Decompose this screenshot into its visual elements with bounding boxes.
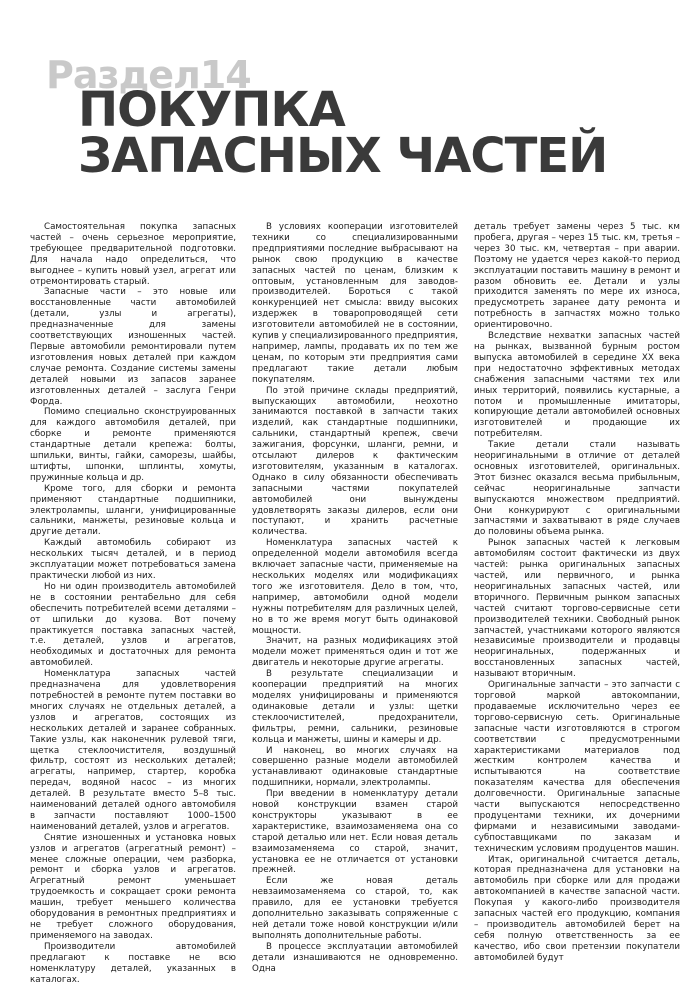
paragraph: Такие детали стали называть неоригинальными в отличие от деталей основных изготовителей, оригинальных. Этот бизнес оказался весьма прибыльным, сейчас неоригинальные запчасти выпускаются множеством предприятий. Они конкурируют с оригинальными запчастями и захватывают в ряде случаев до половины объема рынка. bbox=[474, 440, 680, 538]
paragraph: Кроме того, для сборки и ремонта применяют стандартные подшипники, электролампы, шланги, унифицированные сальники, манжеты, резиновые кольца и другие детали. bbox=[30, 483, 236, 538]
paragraph: Оригинальные запчасти – это запчасти с торговой маркой автокомпании, продаваемые исключительно через ее торгово-сервисную сеть. Оригинальные запасные части изготовляются в строгом соответствии с предусмотренными характеристиками материалов под жестким контролем качества и испытываются на соответствие показателям качества для обеспечения долговечности. Оригинальные запасные части выпускаются непосредственно продуцентами техники, их дочерними фирмами и независимыми заводами-субпоставщиками по заказам и техническим условиям продуцентов машин. bbox=[474, 680, 680, 854]
paragraph: Вследствие нехватки запасных частей на рынках, вызванной бурным ростом выпуска автомобилей в середине XX века при недостаточно эффективных методах снабжения запасными частями тех или иных территорий, появились кустарные, а потом и промышленные имитаторы, копирующие детали автомобилей основных изготовителей и продающие их потребителям. bbox=[474, 331, 680, 440]
paragraph: Рынок запасных частей к легковым автомобилям состоит фактически из двух частей: рынка оригинальных запасных частей, или первичного, и рынка неоригинальных запасных частей, или вторичного. Первичным рынком запасных частей считают торгово-сервисные сети производителей техники. Свободный рынок запчастей, участниками которого являются независимые производители и продавцы неоригинальных, подержанных и восстановленных запасных частей, называют вторичным. bbox=[474, 538, 680, 680]
section-label: Раздел14 bbox=[46, 53, 251, 97]
title-line-2: ЗАПАСНЫХ ЧАСТЕЙ bbox=[78, 128, 608, 184]
paragraph: Значит, на разных модификациях этой модели может применяться один и тот же двигатель и некоторые другие агрегаты. bbox=[252, 636, 458, 669]
paragraph: Но ни один производитель автомобилей не в состоянии рентабельно для себя обеспечить потребителей всеми деталями – от шпильки до кузова. Вот почему практикуется поставка запасных частей, т.е. деталей, узлов и агрегатов, необходимых и достаточных для ремонта автомобилей. bbox=[30, 581, 236, 669]
paragraph: Запасные части – это новые или восстановленные части автомобилей (детали, узлы и агрегаты), предназначенные для замены соответствующих изношенных частей. Первые автомобили ремонтировали путем изготовления новых деталей при каждом случае ремонта. Создание системы замены деталей новыми из запасов заранее изготовленных деталей – заслуга Генри Форда. bbox=[30, 287, 236, 407]
paragraph: При введении в номенклатуру детали новой конструкции взамен старой конструкторы указывают в ее характеристике, взаимозаменяема она со старой деталью или нет. Если новая деталь взаимозаменяема со старой, значит, установка ее не отличается от установки прежней. bbox=[252, 789, 458, 876]
text-columns bbox=[30, 222, 680, 985]
paragraph: деталь требует замены через 5 тыс. км пробега, другая – через 15 тыс. км, третья – через 30 тыс. км, четвертая – при аварии. Поэтому не удается через какой-то период эксплуатации поставить машину в ремонт и разом обновить ее. Детали и узлы приходится заменять по мере их износа, предусмотреть заранее дату ремонта и потребность в запчастях можно только ориентировочно. bbox=[474, 222, 680, 331]
title-line-1: ПОКУПКА bbox=[78, 82, 345, 138]
paragraph: Номенклатура запасных частей к определенной модели автомобиля всегда включает запасные части, применяемые на нескольких моделях или модификациях того же изготовителя. Дело в том, что, например, автомобили одной модели нужны потребителям для различных целей, но в то же время могут быть одинаковой мощности. bbox=[252, 538, 458, 636]
paragraph: В условиях кооперации изготовителей техники со специализированными предприятиями последние выбрасывают на рынок свою продукцию в качестве запасных частей по ценам, близким к оптовым, установленным для заводов-производителей. Бороться с такой конкуренцией нет смысла: ввиду высоких издержек в товаропроводящей сети изготовители автомобилей не в состоянии, купив у специализированного предприятия, например, лампы, продавать их по тем же ценам, по которым эти предприятия сами предлагают такие детали любым покупателям. bbox=[252, 222, 458, 385]
page-title bbox=[78, 82, 608, 184]
paragraph: Производители автомобилей предлагают к поставке не всю номенклатуру деталей, указанных в каталогах. bbox=[30, 941, 236, 985]
paragraph: В процессе эксплуатации автомобилей детали изнашиваются не одновременно. Одна bbox=[252, 941, 458, 974]
column-1 bbox=[30, 222, 236, 985]
paragraph: Номенклатура запасных частей предназначена для удовлетворения потребностей в ремонте путем поставки во многих случаях не отдельных деталей, а узлов и агрегатов, состоящих из нескольких деталей и заранее собранных. Такие узлы, как наконечник рулевой тяги, щетка стеклоочистителя, воздушный фильтр, состоят из нескольких деталей; агрегаты, например, стартер, коробка передач, водяной насос – из многих деталей. В результате вместо 5–8 тыс. наименований деталей одного автомобиля в запчасти поставляют 1000–1500 наименований деталей, узлов и агрегатов. bbox=[30, 669, 236, 832]
paragraph: Самостоятельная покупка запасных частей – очень серьезное мероприятие, требующее предварительной подготовки. Для начала надо определиться, что выгоднее – купить новый узел, агрегат или отремонтировать старый. bbox=[30, 222, 236, 287]
paragraph: Помимо специально сконструированных для каждого автомобиля деталей, при сборке и ремонте применяются стандартные детали крепежа: болты, шпильки, винты, гайки, саморезы, шайбы, штифты, шпонки, шплинты, хомуты, пружинные кольца и др. bbox=[30, 407, 236, 483]
paragraph: Если же новая деталь невзаимозаменяема со старой, то, как правило, для ее установки требуется дополнительно заказывать сопряженные с ней детали тоже новой конструкции и/или выполнять дополнительные работы. bbox=[252, 876, 458, 941]
paragraph: По этой причине склады предприятий, выпускающих автомобили, неохотно занимаются поставкой в запчасти таких изделий, как стандартные подшипники, сальники, стандартный крепеж, свечи зажигания, форсунки, шланги, ремни, и отсылают дилеров к фактическим изготовителям, указанным в каталогах. Однако в силу обязанности обеспечивать запасными частями покупателей автомобилей они вынуждены удовлетворять заказы дилеров, если они поступают, и хранить расчетные количества. bbox=[252, 385, 458, 538]
paragraph: Итак, оригинальной считается деталь, которая предназначена для установки на автомобиль при сборке или для продажи автокомпанией в качестве запасной части. Покупая у какого-либо производителя запасных частей его продукцию, компания – производитель автомобилей берет на себя полную ответственность за ее качество, ибо свои претензии покупатели автомобилей будут bbox=[474, 854, 680, 963]
column-2 bbox=[252, 222, 458, 974]
paragraph: Снятие изношенных и установка новых узлов и агрегатов (агрегатный ремонт) – менее сложные операции, чем разборка, ремонт и сборка узлов и агрегатов. Агрегатный ремонт уменьшает трудоемкость и сокращает сроки ремонта машин, требует меньшего количества оборудования в ремонтных предприятиях и не требует сложного оборудования, применяемого на заводах. bbox=[30, 832, 236, 941]
paragraph: Каждый автомобиль собирают из нескольких тысяч деталей, и в период эксплуатации может потребоваться замена практически любой из них. bbox=[30, 538, 236, 581]
paragraph: В результате специализации и кооперации предприятий на многих моделях унифицированы и применяются одинаковые детали и узлы: щетки стеклоочистителей, предохранители, фильтры, ремни, сальники, резиновые кольца и манжеты, шины и камеры и др. bbox=[252, 669, 458, 745]
column-3 bbox=[474, 222, 680, 963]
paragraph: И наконец, во многих случаях на совершенно разные модели автомобилей устанавливают одинаковые стандартные подшипники, нормали, электролампы. bbox=[252, 745, 458, 789]
